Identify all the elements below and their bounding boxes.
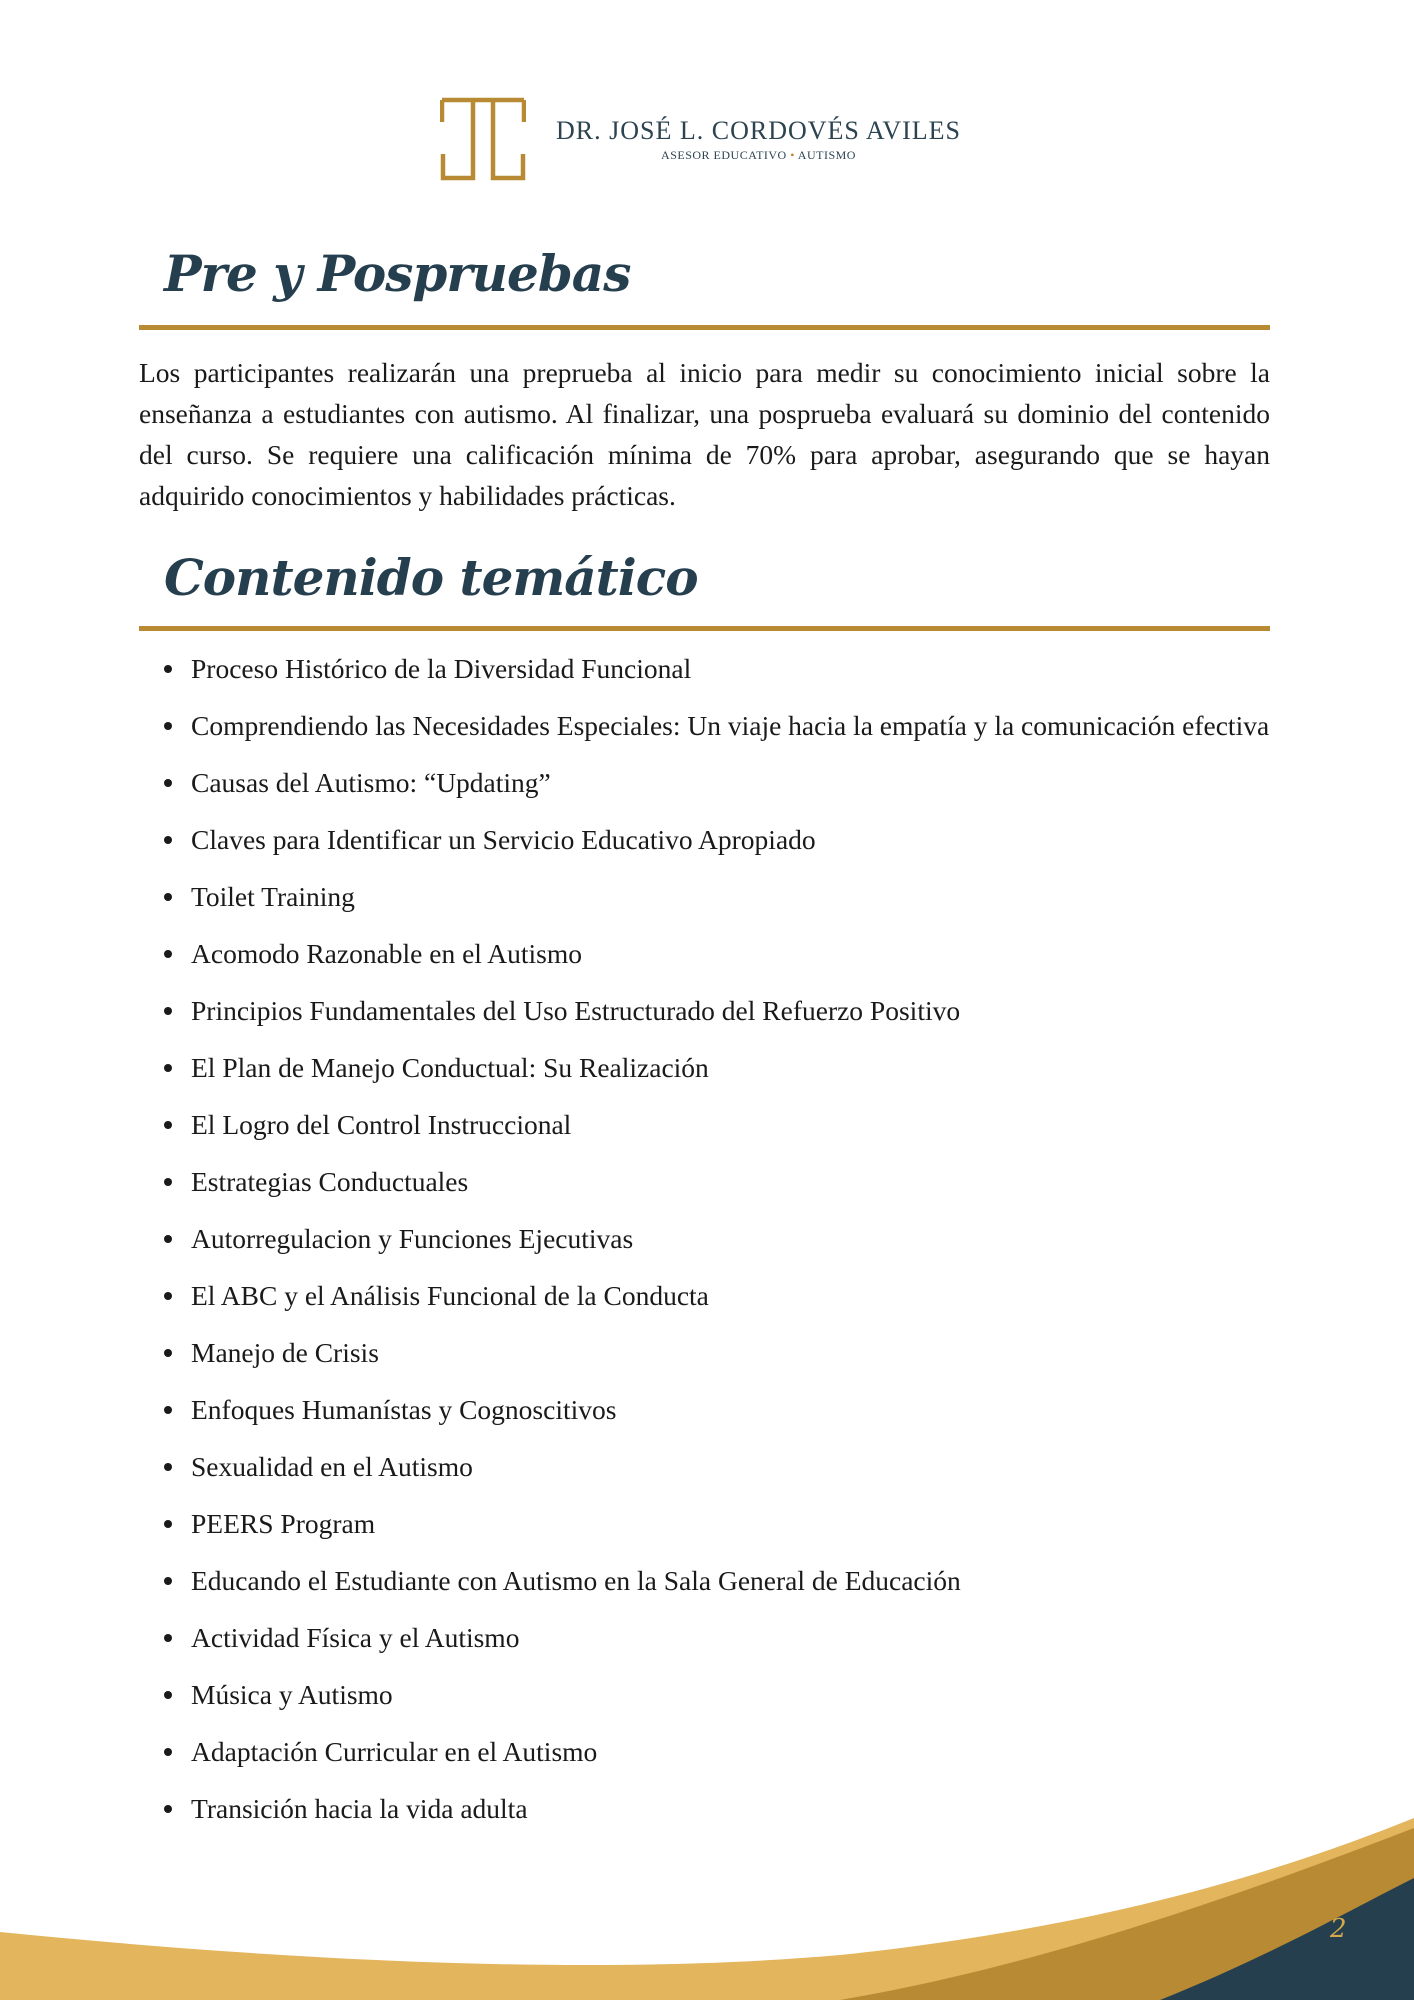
bullet-icon <box>164 836 172 844</box>
topic-list-item <box>139 697 1270 754</box>
topic-list <box>139 640 1270 1837</box>
topic-list-item <box>139 868 1270 925</box>
topic-list-item <box>139 1666 1270 1723</box>
footer-wave-decoration <box>0 1770 1414 2000</box>
topic-list-item <box>139 1267 1270 1324</box>
topic-text: El ABC y el Análisis Funcional de la Conducta <box>191 1280 709 1311</box>
bullet-icon <box>164 1691 172 1699</box>
logo-text <box>556 116 961 163</box>
bullet-icon <box>164 722 172 730</box>
topic-list-item <box>139 1609 1270 1666</box>
topic-text: Comprendiendo las Necesidades Especiales: Un viaje hacia la empatía y la comunicación efectiva <box>191 710 1270 741</box>
bullet-icon <box>164 1178 172 1186</box>
topic-list-item <box>139 1039 1270 1096</box>
topic-text: Estrategias Conductuales <box>191 1166 469 1197</box>
logo-monogram-icon <box>440 96 526 182</box>
page-number: 2 <box>1330 1914 1347 1944</box>
topic-list-item <box>139 982 1270 1039</box>
topic-text: Educando el Estudiante con Autismo en la Sala General de Educación <box>191 1565 961 1596</box>
topic-text: Autorregulacion y Funciones Ejecutivas <box>191 1223 634 1254</box>
topic-list-item <box>139 1381 1270 1438</box>
topic-text: Toilet Training <box>191 881 355 912</box>
bullet-icon <box>164 1292 172 1300</box>
topic-list-item <box>139 754 1270 811</box>
bullet-icon <box>164 893 172 901</box>
topic-list-item <box>139 1495 1270 1552</box>
author-name: DR. JOSÉ L. CORDOVÉS AVILES <box>556 115 962 145</box>
bullet-icon <box>164 1748 172 1756</box>
topic-text: Sexualidad en el Autismo <box>191 1451 473 1482</box>
bullet-icon <box>164 665 172 673</box>
bullet-icon <box>164 1406 172 1414</box>
subtitle-separator: • <box>790 147 795 162</box>
topic-list-item <box>139 811 1270 868</box>
topic-text: Proceso Histórico de la Diversidad Funcional <box>191 653 692 684</box>
topic-list-item <box>139 1096 1270 1153</box>
topic-text: El Plan de Manejo Conductual: Su Realización <box>191 1052 709 1083</box>
bullet-icon <box>164 1577 172 1585</box>
topic-list-item <box>139 1552 1270 1609</box>
subtitle-role: ASESOR EDUCATIVO <box>661 147 787 162</box>
section-divider <box>139 626 1270 631</box>
bullet-icon <box>164 779 172 787</box>
topic-text: Enfoques Humanístas y Cognoscitivos <box>191 1394 617 1425</box>
topic-text: El Logro del Control Instruccional <box>191 1109 572 1140</box>
topic-text: Causas del Autismo: “Updating” <box>191 767 551 798</box>
bullet-icon <box>164 1349 172 1357</box>
topic-text: Principios Fundamentales del Uso Estructurado del Refuerzo Positivo <box>191 995 961 1026</box>
bullet-icon <box>164 1520 172 1528</box>
bullet-icon <box>164 1121 172 1129</box>
topic-text: Adaptación Curricular en el Autismo <box>191 1736 598 1767</box>
pretest-description: Los participantes realizarán una preprueba al inicio para medir su conocimiento inicial sobre la enseñanza a estudiantes con autismo. Al finalizar, una posprueba evaluará su dominio del contenido del curso. Se requiere una calificación mínima de 70% para aprobar, asegurando que se hayan adquirido conocimientos y habilidades prácticas. <box>139 357 1270 511</box>
subtitle-field: AUTISMO <box>797 147 856 162</box>
bullet-icon <box>164 1007 172 1015</box>
section-title-pretest: Pre y Pospruebas <box>164 244 631 303</box>
bullet-icon <box>164 1634 172 1642</box>
topic-text: Actividad Física y el Autismo <box>191 1622 520 1653</box>
topic-list-item <box>139 925 1270 982</box>
topic-text: Transición hacia la vida adulta <box>191 1793 528 1824</box>
bullet-icon <box>164 1235 172 1243</box>
topic-list-item <box>139 1324 1270 1381</box>
topic-text: Acomodo Razonable en el Autismo <box>191 938 583 969</box>
topic-text: PEERS Program <box>191 1508 376 1539</box>
section-divider <box>139 325 1270 330</box>
topic-list-item <box>139 1438 1270 1495</box>
topic-text: Música y Autismo <box>191 1679 393 1710</box>
topic-list-item <box>139 1210 1270 1267</box>
bullet-icon <box>164 1064 172 1072</box>
topic-text: Claves para Identificar un Servicio Educativo Apropiado <box>191 824 816 855</box>
bullet-icon <box>164 1463 172 1471</box>
topic-text: Manejo de Crisis <box>191 1337 379 1368</box>
bullet-icon <box>164 950 172 958</box>
section-title-content: Contenido temático <box>164 548 698 607</box>
topic-list-item <box>139 640 1270 697</box>
header-logo <box>440 96 961 182</box>
topic-list-item <box>139 1153 1270 1210</box>
author-subtitle <box>556 148 961 163</box>
